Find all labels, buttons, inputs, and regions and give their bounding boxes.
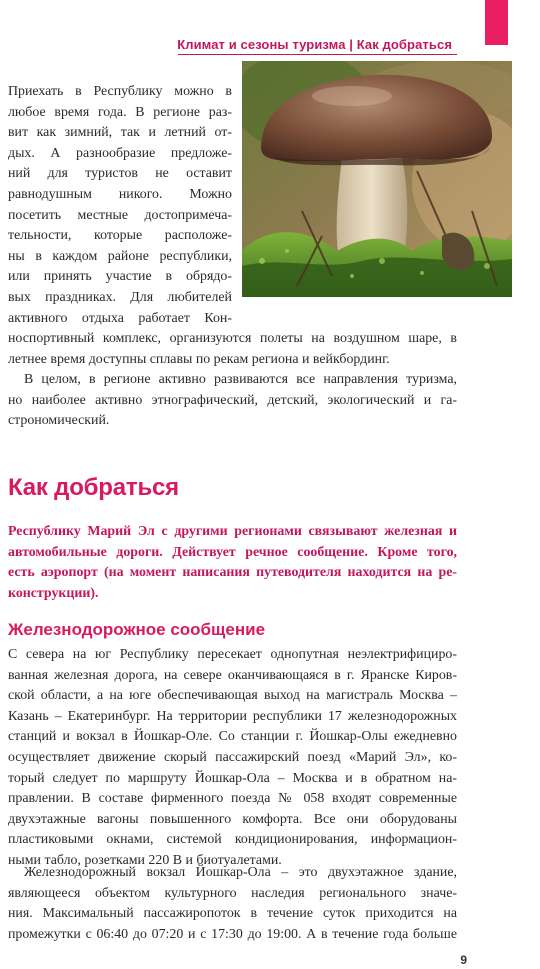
text-line: осуществляет движение скорый пассажирский поезд «Марий Эл», ко- xyxy=(8,749,457,765)
text-line: ванная железная дорога, на севере оканчивающаяся в г. Яранске Киров- xyxy=(8,667,457,683)
page-number: 9 xyxy=(460,953,467,967)
text-line: В целом, в регионе активно развиваются все направления туризма, xyxy=(24,372,457,387)
text-line: ний для туристов не оставит xyxy=(8,166,232,182)
text-line: С севера на юг Республику пересекает однопутная неэлектрифициро- xyxy=(8,647,457,662)
railway-paragraph xyxy=(8,645,457,872)
text-line: носпортивный комплекс, организуются полеты на воздушном шаре, в xyxy=(8,331,457,346)
text-line: автомобильные дороги. Действует речное сообщение. Кроме того, xyxy=(8,544,457,560)
text-line: вых праздниках. Для любителей xyxy=(8,289,232,305)
summary-paragraph xyxy=(8,370,457,432)
text-line: строномический. xyxy=(8,413,110,429)
text-line: или принять участие в обрядо- xyxy=(8,269,232,285)
header-rule xyxy=(178,54,457,55)
subsection-title: Железнодорожное сообщение xyxy=(8,620,266,639)
section-title: Как добраться xyxy=(8,474,179,501)
text-line: двухэтажные вагоны повышенного комфорта. Все они оборудованы xyxy=(8,811,457,827)
text-line: любое время года. В регионе раз- xyxy=(8,104,232,120)
text-line: Казань – Екатеринбург. На территории республики 17 железнодорожных xyxy=(8,708,457,724)
text-line: ния. Максимальный пассажиропоток в течение суток приходится на xyxy=(8,906,457,922)
running-head: Климат и сезоны туризма | Как добраться xyxy=(177,37,452,52)
intro-paragraph xyxy=(8,82,232,329)
text-line: посетить местные достопримеча- xyxy=(8,207,232,223)
text-line: ны в каждом районе республики, xyxy=(8,248,232,264)
text-line: станций и вокзал в Йошкар-Оле. Со станции г. Йошкар-Олы ежедневно xyxy=(8,729,457,745)
section-lead xyxy=(8,522,457,604)
text-line: дых. А разнообразие предложе- xyxy=(8,145,232,161)
text-line: правлении. В составе фирменного поезда № 058 входят современные xyxy=(8,791,457,807)
text-line: Железнодорожный вокзал Йошкар-Ола – это двухэтажное здание, xyxy=(24,865,457,880)
text-line: ской области, а на юге обеспечивающая выход на магистраль Москва – xyxy=(8,688,457,704)
station-paragraph xyxy=(8,863,457,945)
text-line: торый следует по маршруту Йошкар-Ола – Москва и в обратном на- xyxy=(8,770,457,786)
page-header xyxy=(0,0,540,56)
text-line: ными табло, розетками 220 В и биотуалетами. xyxy=(8,852,282,868)
text-line: равнодушным никого. Можно xyxy=(8,186,232,202)
text-line: являющееся объектом культурного наследия регионального значе- xyxy=(8,885,457,901)
text-line: конструкции). xyxy=(8,585,99,601)
text-line: есть аэропорт (на момент написания путеводителя находится на ре- xyxy=(8,565,457,581)
text-line: но наиболее активно этнографический, детский, экологический и га- xyxy=(8,392,457,408)
text-line: тельности, которые расположе- xyxy=(8,228,232,244)
intro-continuation xyxy=(8,329,457,370)
corner-tab xyxy=(485,0,508,45)
mushroom-photo xyxy=(242,61,512,297)
text-line: пластиковыми окнами, системой кондиционирования, информацион- xyxy=(8,832,457,848)
text-line: активного отдыха работает Кон- xyxy=(8,310,232,326)
text-line: вит как зимний, так и летний от- xyxy=(8,125,232,141)
text-line: Приехать в Республику можно в xyxy=(8,84,232,99)
text-line: промежутки с 06:40 до 07:20 и с 17:30 до 19:00. А в течение года больше xyxy=(8,926,457,942)
text-line: летнее время доступны сплавы по рекам региона и вейкбординг. xyxy=(8,351,390,367)
text-line: Республику Марий Эл с другими регионами связывают железная и xyxy=(8,524,457,539)
